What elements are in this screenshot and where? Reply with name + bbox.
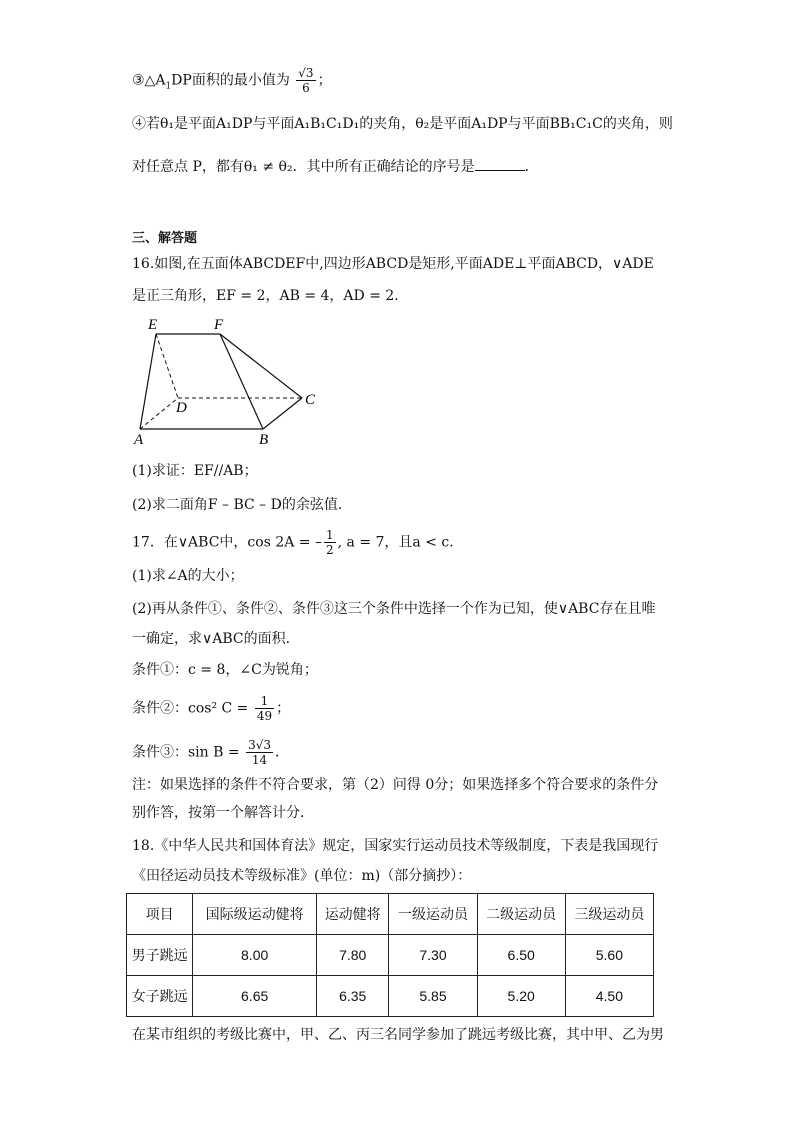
table-header: 运动健将 [317,894,389,935]
label-f: F [214,317,224,333]
table-header: 二级运动员 [477,894,565,935]
edge-ad [140,398,178,429]
table-cell: 4.50 [565,976,653,1017]
q17-frac-num: 1 [325,528,334,542]
item-3-fraction [296,66,315,95]
q17-note-line-1: 注：如果选择的条件不符合要求，第（2）问得 0分；如果选择多个符合要求的条件分 [132,777,659,793]
q16-line-1: 16.如图,在五面体ABCDEF中,四边形ABCD是矩形,平面ADE⊥平面ABCD，∨ADE [132,256,654,272]
q17-note-line-2: 别作答，按第一个解答计分． [132,805,314,821]
q18-line-2: 《田径运动员技术等级标准》(单位：m)（部分摘抄）： [132,868,472,884]
label-b: B [259,432,269,448]
label-a: A [134,432,144,448]
edge-fc [220,334,302,398]
label-d: D [176,400,187,416]
table-row [127,935,654,976]
cond-2-den: 49 [256,709,273,723]
table-cell: 8.00 [193,935,317,976]
item-4-end: ． [524,159,539,175]
q18-line-3: 在某市组织的考级比赛中，甲、乙、丙三名同学参加了跳远考级比赛，其中甲、乙为男 [132,1027,664,1043]
edge-bc [263,398,302,429]
item-4-text: 对任意点 P，都有θ₁ ≠ θ₂．其中所有正确结论的序号是 [132,159,475,175]
edge-ea [140,334,156,429]
q16-part-2: (2)求二面角F – BC – D的余弦值． [132,497,352,513]
cond-2-end: ； [276,700,291,717]
table-cell: 7.80 [317,935,389,976]
item-3-prefix: ③△A [132,72,166,89]
edge-ed [156,334,178,398]
table-cell: 女子跳远 [127,976,193,1017]
cond-2-num: 1 [255,694,274,709]
edge-fb [220,334,263,429]
table-cell: 6.35 [317,976,389,1017]
item-4-line-2 [132,156,539,177]
table-cell: 5.85 [389,976,477,1017]
q17-part-1: (1)求∠A的大小； [132,568,244,584]
cond-2-fraction [255,694,274,723]
q16-line-2: 是正三角形，EF = 2，AB = 4，AD = 2． [132,288,409,304]
table-cell: 男子跳远 [127,935,193,976]
item-3-sub: 1 [165,81,172,92]
item-3-frac-den: 6 [302,81,310,95]
table-row [127,976,654,1017]
item-3-frac-num: √3 [298,66,314,80]
q16-part-1: (1)求证：EF//AB； [132,463,258,479]
table-header: 三级运动员 [565,894,653,935]
grade-table [126,893,654,1017]
q17-frac-den: 2 [325,543,334,557]
q17-part-2-line-1: (2)再从条件①、条件②、条件③这三个条件中选择一个作为已知，使∨ABC存在且唯 [132,601,656,617]
cond-3-text: 条件③：sin B = [132,744,245,761]
table-cell: 5.60 [565,935,653,976]
cond-3-den: 14 [251,753,268,767]
q17-text-b: , a = 7，且a < c． [337,534,464,551]
answer-blank [475,156,525,171]
q17-condition-3 [132,738,289,767]
q17-condition-2 [132,694,290,723]
table-cell: 7.30 [389,935,477,976]
cond-3-end: ． [274,744,289,761]
table-cell: 5.20 [477,976,565,1017]
q17-line-1 [132,528,463,557]
cond-2-text: 条件②：cos² C = [132,700,253,717]
item-3-end: ； [317,72,332,89]
q17-part-2-line-2: 一确定，求∨ABC的面积． [132,631,300,647]
q18-line-1: 18.《中华人民共和国体育法》规定，国家实行运动员技术等级制度，下表是我国现行 [132,838,659,854]
item-3 [132,66,332,96]
q17-condition-1: 条件①：c = 8，∠C为锐角； [132,662,318,678]
label-e: E [148,317,158,333]
item-3-text: DP面积的最小值为 [171,72,290,89]
cond-3-num: 3√3 [248,738,271,752]
table-cell: 6.65 [193,976,317,1017]
section-title: 三、解答题 [132,231,198,246]
item-4-line-1: ④若θ₁是平面A₁DP与平面A₁B₁C₁D₁的夹角，θ₂是平面A₁DP与平面BB₁C₁C的夹角，则 [132,116,673,132]
table-header: 项目 [127,894,193,935]
cond-3-fraction [246,738,273,767]
q17-fraction [324,528,336,557]
table-header: 国际级运动健将 [193,894,317,935]
pentahedron-figure [130,314,330,450]
label-c: C [305,392,316,408]
table-header-row [127,894,654,935]
table-cell: 6.50 [477,935,565,976]
table-header: 一级运动员 [389,894,477,935]
q17-text-a: 17．在∨ABC中，cos 2A = – [132,534,322,551]
